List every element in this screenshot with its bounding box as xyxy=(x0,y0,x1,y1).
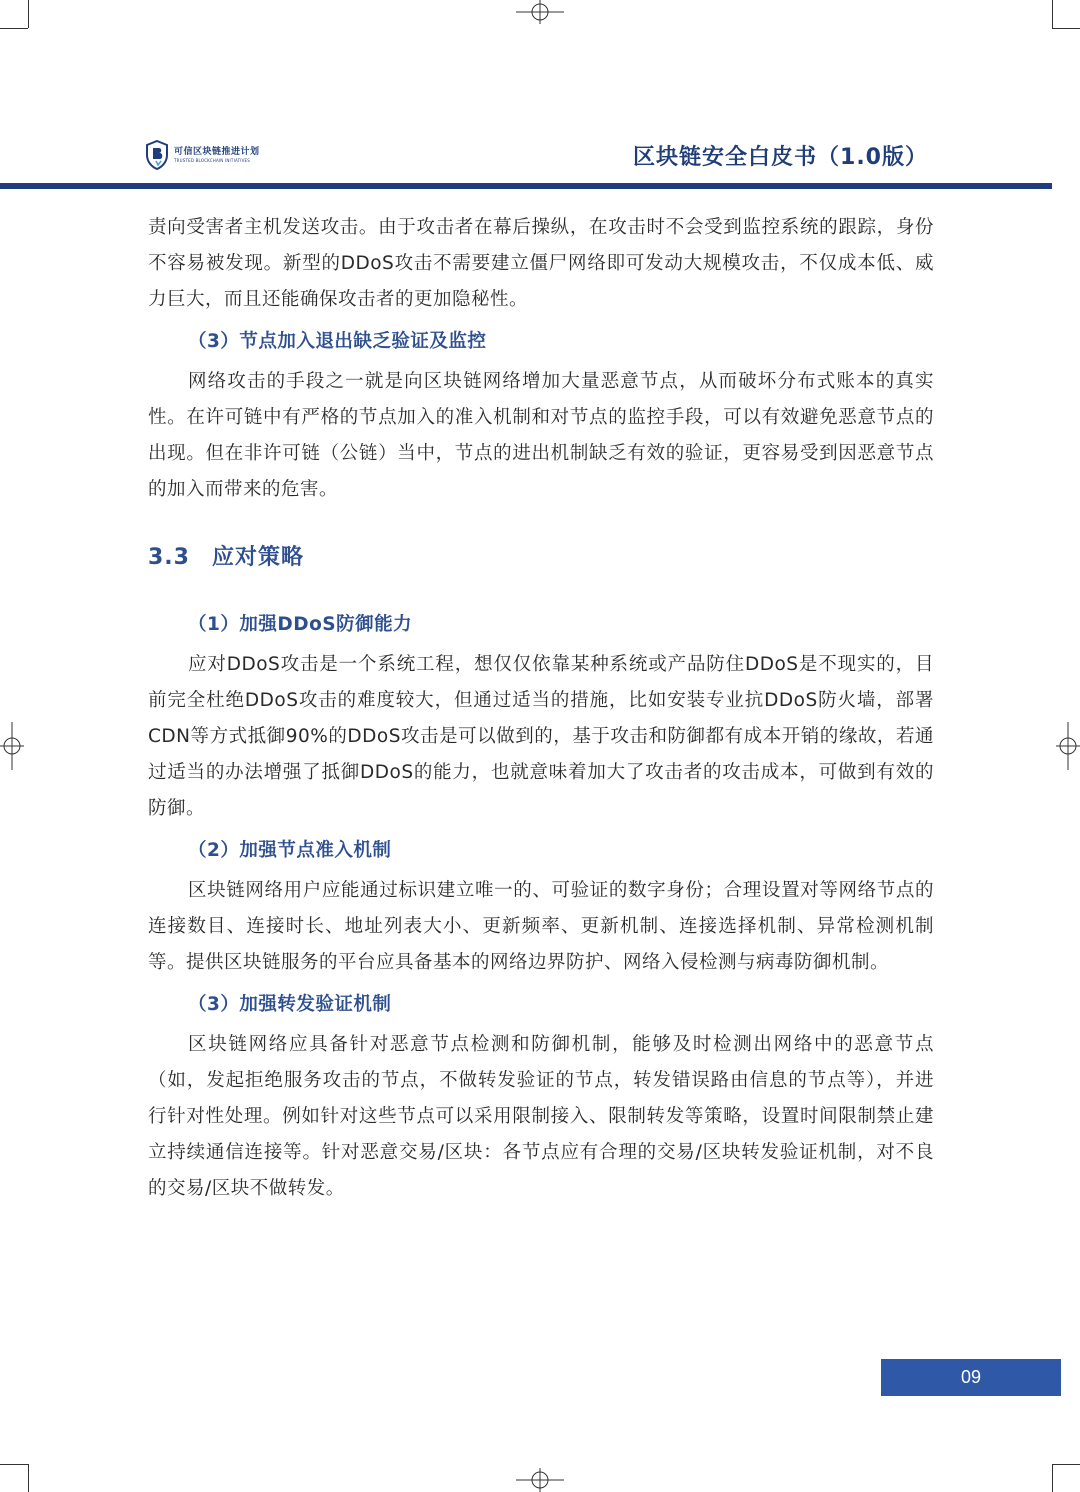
paragraph: 网络攻击的手段之一就是向区块链网络增加大量恶意节点，从而破坏分布式账本的真实性。在许可链中有严格的节点加入的准入机制和对节点的监控手段，可以有效避免恶意节点的出现。但在非许可链（公链）当中，节点的进出机制缺乏有效的验证，更容易受到因恶意节点的加入而带来的危害。 xyxy=(148,371,934,500)
paragraph: 应对DDoS攻击是一个系统工程，想仅仅依靠某种系统或产品防住DDoS是不现实的，目前完全杜绝DDoS攻击的难度较大，但通过适当的措施，比如安装专业抗DDoS防火墙，部署CDN等方式抵御90%的DDoS攻击是可以做到的，基于攻击和防御都有成本开销的缘故，若通过适当的办法增强了抵御DDoS的能力，也就意味着加大了攻击者的攻击成本，可做到有效的防御。 xyxy=(148,654,934,819)
crop-mark-bottom-left-v xyxy=(28,1464,29,1492)
registration-mark-icon xyxy=(1056,722,1080,770)
subheading-ddos-defense: （1）加强DDoS防御能力 xyxy=(188,614,413,635)
document-title: 区块链安全白皮书（1.0版） xyxy=(633,145,928,170)
crop-mark-top-left-h xyxy=(0,28,28,29)
paragraph: 区块链网络应具备针对恶意节点检测和防御机制，能够及时检测出网络中的恶意节点（如，发起拒绝服务攻击的节点，不做转发验证的节点，转发错误路由信息的节点等），并进行针对性处理。例如针对这些节点可以采用限制接入、限制转发等策略，设置时间限制禁止建立持续通信连接等。针对恶意交易/区块：各节点应有合理的交易/区块转发验证机制，对不良的交易/区块不做转发。 xyxy=(148,1034,934,1199)
paragraph: 责向受害者主机发送攻击。由于攻击者在幕后操纵，在攻击时不会受到监控系统的跟踪，身份不容易被发现。新型的DDoS攻击不需要建立僵尸网络即可发动大规模攻击，不仅成本低、威力巨大，而且还能确保攻击者的更加隐秘性。 xyxy=(148,217,934,310)
logo-text-cn: 可信区块链推进计划 xyxy=(174,146,260,157)
section-heading xyxy=(148,540,934,571)
header-divider xyxy=(0,183,1052,189)
paragraph: 区块链网络用户应能通过标识建立唯一的、可验证的数字身份；合理设置对等网络节点的连接数目、连接时长、地址列表大小、更新频率、更新机制、连接选择机制、异常检测机制等。提供区块链服务的平台应具备基本的网络边界防护、网络入侵检测与病毒防御机制。 xyxy=(148,880,934,973)
logo-shield-icon xyxy=(146,140,168,170)
subheading-forward-verification: （3）加强转发验证机制 xyxy=(188,994,392,1015)
header-logo xyxy=(146,140,260,170)
crop-mark-top-left-v xyxy=(28,0,29,28)
page-number: 09 xyxy=(881,1359,1061,1396)
crop-mark-bottom-right-h xyxy=(1052,1464,1080,1465)
subheading-node-join-exit: （3）节点加入退出缺乏验证及监控 xyxy=(188,331,487,352)
registration-mark-icon xyxy=(0,722,24,770)
page-content xyxy=(148,210,934,1207)
registration-mark-icon xyxy=(516,1468,564,1492)
registration-mark-icon xyxy=(516,0,564,24)
section-number: 3.3 xyxy=(148,545,190,570)
subheading-node-access: （2）加强节点准入机制 xyxy=(188,840,392,861)
crop-mark-top-right-v xyxy=(1052,0,1053,28)
crop-mark-bottom-right-v xyxy=(1052,1464,1053,1492)
logo-text xyxy=(174,148,260,163)
crop-mark-bottom-left-h xyxy=(0,1464,28,1465)
section-title: 应对策略 xyxy=(211,545,304,570)
crop-mark-top-right-h xyxy=(1052,28,1080,29)
logo-text-en: TRUSTED BLOCKCHAIN INITIATIVES xyxy=(174,157,250,163)
